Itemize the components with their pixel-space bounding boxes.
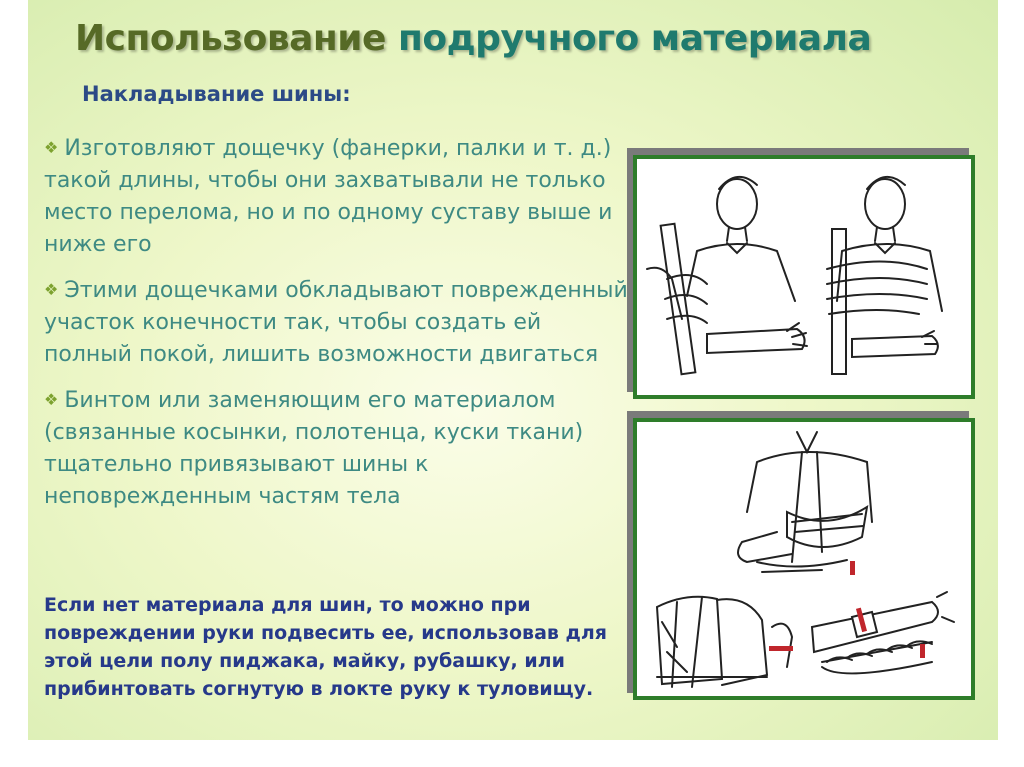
man-figure-left [647,177,807,374]
slung-arm-figure [738,432,872,575]
slide-subtitle: Накладывание шины: [82,82,351,106]
bullet-list [44,132,629,526]
bullet-text-1: Изготовляют дощечку (фанерки, палки и т. д.) такой длины, чтобы они захватывали не только место перелома, но и по одному суставу выше и ниже его [44,136,613,257]
bandage-illustration [637,422,971,696]
note-paragraph: Если нет материала для шин, то можно при повреждении руки подвесить ее, использовав для этой цели полу пиджака, майку, рубашку, или прибинтовать согнутую в локте руку к туловищу. [44,594,607,700]
man-figure-right [827,177,942,374]
bullet-text-3: Бинтом или заменяющим его материалом (связанные косынки, полотенца, куски ткани) тщательно привязывают шины к неповрежденным частям тела [44,388,584,509]
bandage-illustration-frame [633,418,975,700]
splint-illustration [637,159,971,395]
leg-splint-figure [812,592,954,673]
bullet-text-2: Этими дощечками обкладывают поврежденный участок конечности так, чтобы создать ей полный покой, лишить возможности двигаться [44,278,628,367]
bullet-item-2 [44,274,629,371]
jacket-sling-figure [657,597,793,687]
bullet-item-3 [44,384,629,513]
splint-illustration-frame [633,155,975,399]
slide-title [75,18,871,59]
title-part-1: Использование [75,18,386,59]
bullet-item-1 [44,132,629,261]
bullet-marker-icon: ❖ [44,280,59,299]
title-part-2: подручного материала [398,18,872,59]
bullet-marker-icon: ❖ [44,390,59,409]
bullet-marker-icon: ❖ [44,138,59,157]
